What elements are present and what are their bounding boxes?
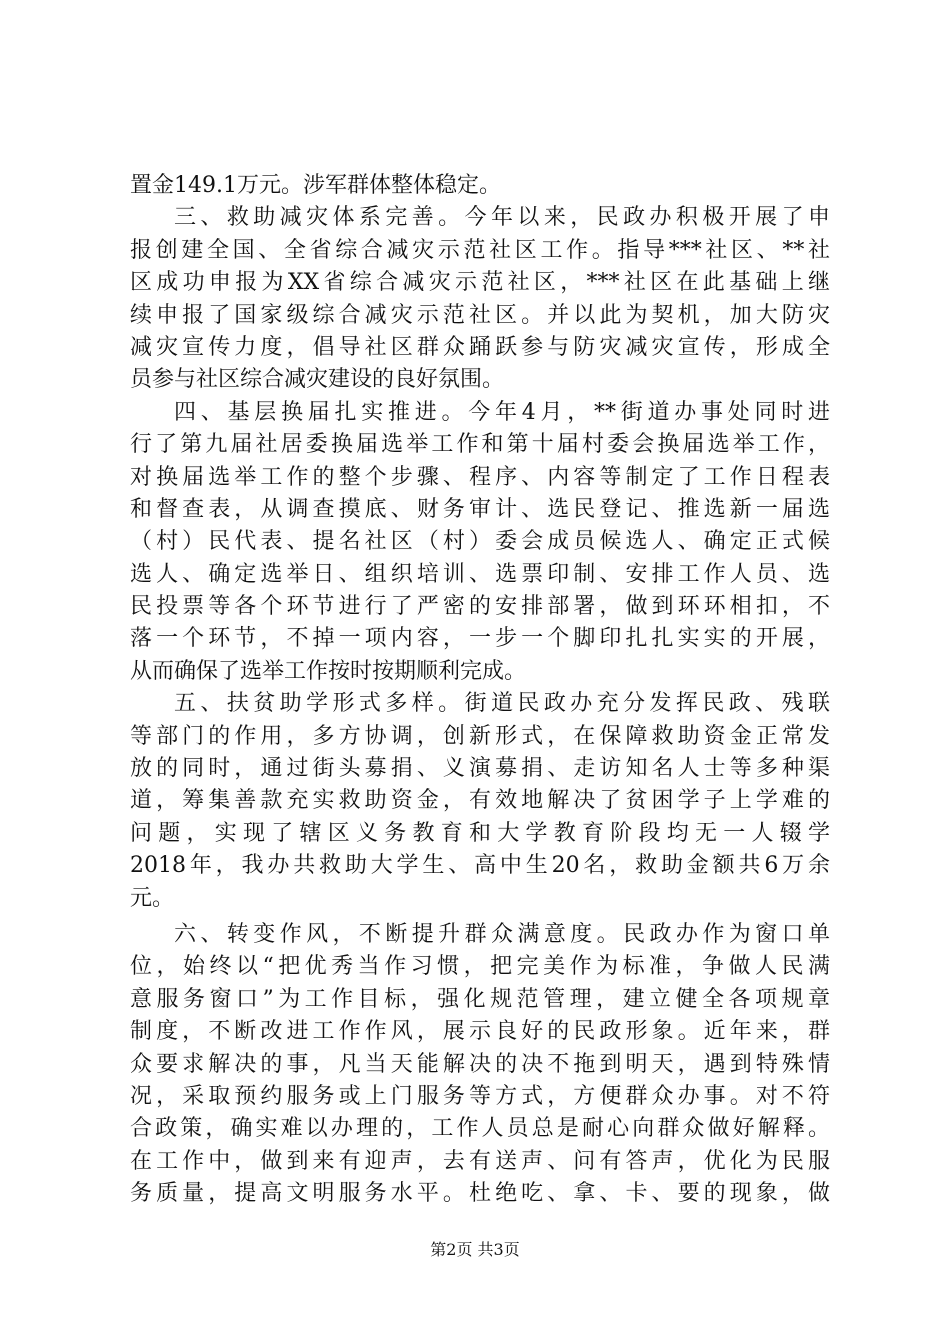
text-line: 众要求解决的事，凡当天能解决的决不拖到明天，遇到特殊情 — [130, 1051, 830, 1077]
text-line: 行了第九届社居委换届选举工作和第十届村委会换届选举工作， — [130, 432, 830, 458]
paragraph — [130, 202, 830, 396]
text-line: 四、基层换届扎实推进。今年4月，**街道办事处同时进 — [174, 399, 830, 425]
text-line: 民投票等各个环节进行了严密的安排部署，做到环环相扣，不 — [130, 594, 830, 620]
paragraph — [130, 688, 830, 915]
text-line: 落一个环节，不掉一项内容，一步一个脚印扎扎实实的开展， — [130, 626, 830, 652]
text-line: 2018年，我办共救助大学生、高中生20名，救助金额共6万余 — [130, 853, 830, 879]
text-line: 意服务窗口”为工作目标，强化规范管理，建立健全各项规章 — [130, 986, 830, 1012]
text-line: 位，始终以“把优秀当作习惯，把完美作为标准，争做人民满 — [130, 954, 830, 980]
text-line: 三、救助减灾体系完善。今年以来，民政办积极开展了申 — [174, 205, 830, 231]
text-line: 置金149.1万元。涉军群体整体稳定。 — [130, 173, 501, 198]
text-line: 问题，实现了辖区义务教育和大学教育阶段均无一人辍学 — [130, 820, 830, 846]
text-line: 在工作中，做到来有迎声，去有送声、问有答声，优化为民服 — [130, 1148, 830, 1174]
text-line: 从而确保了选举工作按时按期顺利完成。 — [130, 658, 527, 684]
text-line: 制度，不断改进工作作风，展示良好的民政形象。近年来，群 — [130, 1019, 830, 1045]
text-line: 六、转变作风，不断提升群众满意度。民政办作为窗口单 — [174, 921, 830, 947]
document-body — [130, 170, 830, 1211]
text-line: 报创建全国、全省综合减灾示范社区工作。指导***社区、**社 — [130, 237, 830, 263]
text-line: 区成功申报为XX省综合减灾示范社区，***社区在此基础上继 — [130, 270, 830, 296]
text-line: 对换届选举工作的整个步骤、程序、内容等制定了工作日程表 — [130, 464, 830, 490]
paragraph — [130, 919, 830, 1211]
paragraph — [130, 397, 830, 689]
text-line: 和督查表，从调查摸底、财务审计、选民登记、推选新一届选 — [130, 496, 830, 522]
text-line: 选人、确定选举日、组织培训、选票印制、安排工作人员、选 — [130, 561, 830, 587]
text-line: 合政策，确实难以办理的，工作人员总是耐心向群众做好解释。 — [130, 1116, 830, 1142]
text-line: 减灾宣传力度，倡导社区群众踊跃参与防灾减灾宣传，形成全 — [130, 334, 830, 360]
text-line: 等部门的作用，多方协调，创新形式，在保障救助资金正常发 — [130, 723, 830, 749]
text-line: 续申报了国家级综合减灾示范社区。并以此为契机，加大防灾 — [130, 302, 830, 328]
text-line: 五、扶贫助学形式多样。街道民政办充分发挥民政、残联 — [174, 691, 830, 717]
paragraph — [130, 170, 830, 202]
text-line: 务质量，提高文明服务水平。杜绝吃、拿、卡、要的现象，做 — [130, 1181, 830, 1207]
text-line: 员参与社区综合减灾建设的良好氛围。 — [130, 367, 505, 393]
text-line: （村）民代表、提名社区（村）委会成员候选人、确定正式候 — [130, 529, 830, 555]
text-line: 元。 — [130, 885, 175, 911]
text-line: 放的同时，通过街头募捐、义演募捐、走访知名人士等多种渠 — [130, 756, 830, 782]
page-footer: 第2页 共3页 — [430, 1240, 520, 1259]
text-line: 况，采取预约服务或上门服务等方式，方便群众办事。对不符 — [130, 1083, 830, 1109]
text-line: 道，筹集善款充实救助资金，有效地解决了贫困学子上学难的 — [130, 788, 830, 814]
